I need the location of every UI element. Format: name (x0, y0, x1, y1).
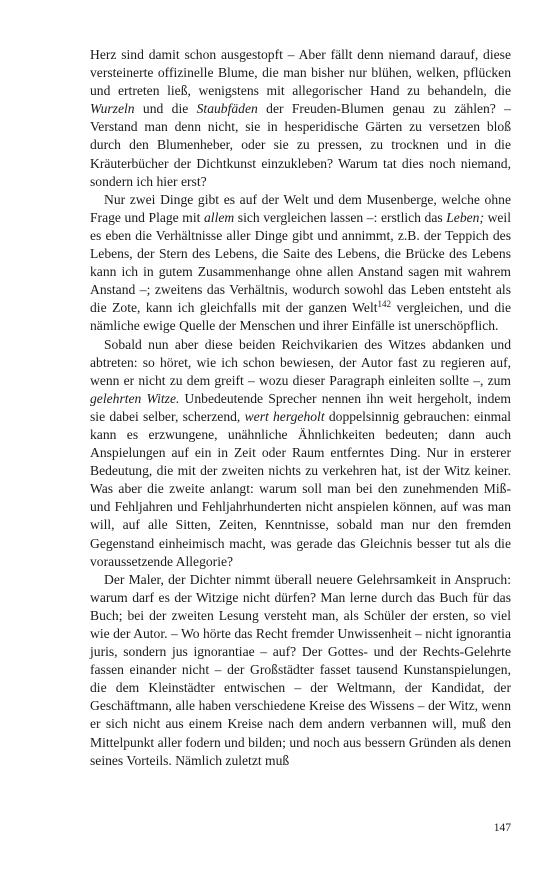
footnote-marker: 142 (377, 299, 391, 310)
emphasis-text: allem (204, 209, 235, 225)
text-run: Nur zwei Dinge gibt es auf der Welt und dem Musenberge, welche ohne Frage und Plage mit (90, 191, 511, 225)
text-run: Sobald nun aber diese beiden Reichvikarien des Witzes abdanken und abtreten: so höret, wie ich schon bewiesen, der Autor fast zu regieren auf, wenn er nicht zu dem greift – wozu dieser Paragraph einleiten sollte –, zum (90, 336, 511, 388)
text-run: Herz sind damit schon ausgestopft – Aber fällt denn niemand darauf, diese versteinerte offizinelle Blume, die man bisher nur blühen, welken, pflücken und ertreten ließ, wenigstens mit allegorischer Hand zu behandeln, die (90, 47, 511, 99)
emphasis-text: Staubfäden (196, 101, 258, 117)
paragraph (90, 46, 511, 191)
text-run: und die (134, 101, 197, 117)
paragraph (90, 191, 511, 336)
emphasis-text: Leben; (446, 209, 484, 225)
text-run: Der Maler, der Dichter nimmt überall neuere Gelehrsamkeit in Anspruch: warum darf es der Witzige nicht dürfen? Man lerne durch das Buch für das Buch; bei der zweiten Lesung versteht man, als Schüler der ersten, so viel wie der Autor. – Wo hörte das Recht fremder Unwissenheit – nicht ignorantia juris, sondern jus ignorantiae – auf? Der Gottes- und der Rechts-Gelehrte fassen einander nicht – der Großstädter fasset tausend Kunstanspielungen, die dem Kleinstädter entwischen – der Weltmann, der Kandidat, der Geschäftmann, alle haben verschiedene Kreise des Wissens – der Witz, wenn er sich nicht aus einem Kreise nach dem andern verbannen will, muß den Mittelpunkt aller fodern und bilden; und noch aus bessern Gründen als denen seines Vorteils. Nämlich zuletzt muß (90, 571, 511, 768)
text-run: weil es eben die Verhältnisse aller Dinge gibt und annimmt, z.B. der Teppich des Lebens, der Stern des Lebens, die Saite des Lebens, die Brücke des Lebens kann ich in gutem Zusammenhange ohne allen Anstand sagen mit wahrem Anstand –; zweitens das Verhältnis, wodurch sowohl das Leben entsteht als die Zote, kann ich gleichfalls mit der ganzen Welt (90, 209, 511, 316)
emphasis-text: Wurzeln (90, 101, 135, 117)
emphasis-text: wert hergeholt (244, 408, 325, 424)
text-run: vergleichen, und die nämliche ewige Quelle der Menschen und ihrer Einfälle ist unerschöpflich. (90, 300, 512, 334)
paragraph (90, 336, 511, 571)
page-body-text (90, 46, 511, 770)
text-run: Unbedeutende Sprecher nennen ihn weit hergeholt, indem sie dabei selber, scherzend, (90, 390, 511, 424)
text-run: sich vergleichen lassen –: erstlich das (234, 209, 447, 225)
page-number: 147 (493, 822, 511, 834)
emphasis-text: gelehrten Witze. (90, 390, 180, 406)
paragraph (90, 571, 511, 770)
text-run: der Freuden-Blumen genau zu zählen? – Verstand man denn nicht, sie in hesperidische Gärten zu versetzen bloß durch den Blumenheber, oder sie zu pressen, zu trocknen und in die Kräuterbücher der Dichtkunst einzukleben? Warum tat dies noch niemand, sondern ich hier erst? (90, 101, 511, 189)
text-run: doppelsinnig gebrauchen: einmal kann es erzwungene, unähnliche Ähnlichkeiten bedeuten; dann auch Anspielungen auf ein in Zeit oder Raum entferntes Ding. Nur in ersterer Bedeutung, die mit der zweiten nichts zu verkehren hat, ist der Witz keiner. Was aber die zweite anlangt: warum soll man bei den zunehmenden Miß- und Fehljahren und Fehljahrhunderten nicht anspielen können, auf was man will, auf alle Sitten, Zeiten, Kenntnisse, sobald man nur den fremden Gegenstand einheimisch macht, was gerade das Gleichnis besser tut als die voraussetzende Allegorie? (90, 408, 511, 569)
